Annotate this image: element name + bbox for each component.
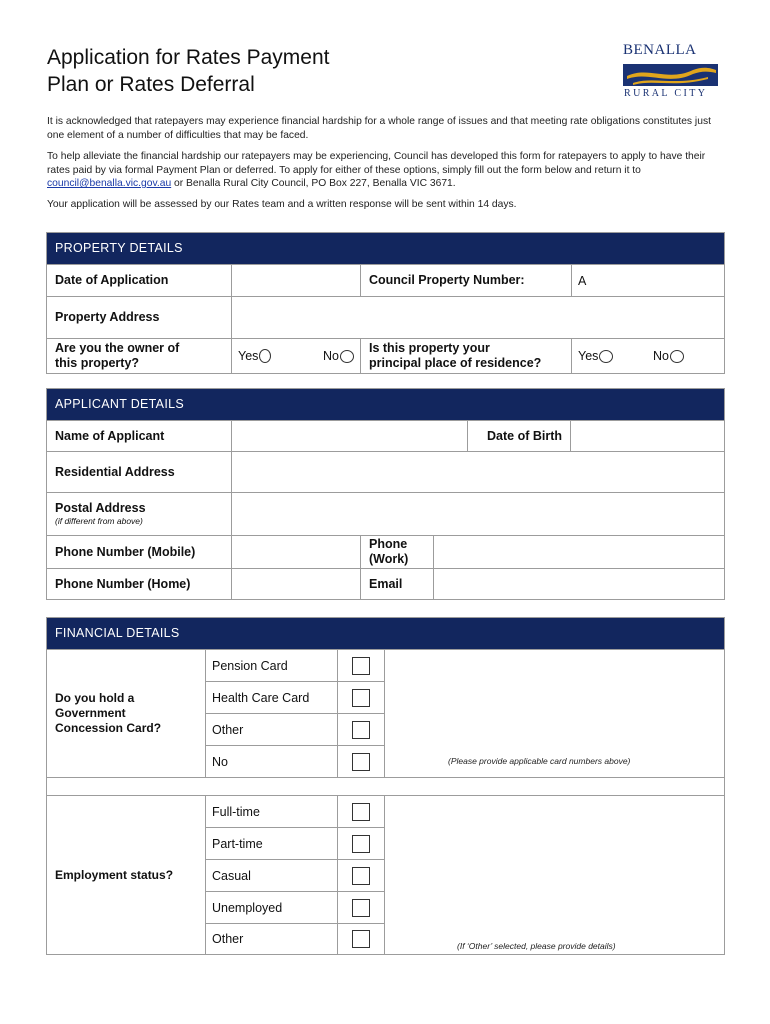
residential-address-row xyxy=(47,451,724,492)
intro-paragraph-3: Your application will be assessed by our Rates team and a written response will be sent within 14 days. xyxy=(47,199,517,210)
casual-label: Casual xyxy=(212,868,251,883)
applicant-details-header: APPLICANT DETAILS xyxy=(47,389,724,420)
employment-status-label: Employment status? xyxy=(55,867,174,882)
concession-option-health xyxy=(206,681,384,713)
date-of-application-label: Date of Application xyxy=(55,273,169,287)
owner-row xyxy=(47,338,724,373)
concession-option-pension xyxy=(206,650,384,681)
employment-block xyxy=(47,795,724,954)
intro-p2-text-a: To help alleviate the financial hardship our ratepayers may be experiencing, Council has developed this form for ratepayers to apply to have their rates paid by via formal Payment Plan or deferred. To apply for either of these options, simply fill out the form below and return it to xyxy=(47,151,706,176)
date-row xyxy=(47,264,724,296)
email-field[interactable] xyxy=(433,569,724,599)
other-card-label: Other xyxy=(212,722,244,737)
intro-p2-text-b: or Benalla Rural City Council, PO Box 227, Benalla VIC 3671. xyxy=(171,178,456,189)
residence-question-label xyxy=(360,339,571,373)
owner-question-line-2: this property? xyxy=(55,356,140,370)
concession-block xyxy=(47,649,724,777)
employment-option-parttime xyxy=(206,827,384,859)
owner-yes-label: Yes xyxy=(238,348,259,363)
residence-question-line-1: Is this property your xyxy=(369,341,490,355)
concession-question-line-3: Concession Card? xyxy=(55,721,162,735)
owner-question-label xyxy=(47,339,231,373)
property-details-header: PROPERTY DETAILS xyxy=(47,233,724,264)
owner-radio-group xyxy=(231,339,360,373)
work-phone-label xyxy=(360,536,433,568)
postal-address-label: Postal Address xyxy=(55,501,146,515)
property-address-label: Property Address xyxy=(55,310,160,324)
date-of-application-field[interactable] xyxy=(231,265,360,296)
casual-checkbox[interactable] xyxy=(352,867,370,885)
residential-address-field[interactable] xyxy=(231,452,724,492)
intro-paragraph-2 xyxy=(47,150,727,191)
owner-question-line-1: Are you the owner of xyxy=(55,341,180,355)
part-time-checkbox-cell xyxy=(337,828,384,859)
concession-question xyxy=(47,650,205,777)
unemployed-checkbox[interactable] xyxy=(352,899,370,917)
postal-address-label-cell xyxy=(47,493,231,535)
residential-address-label: Residential Address xyxy=(55,464,175,479)
owner-no-option[interactable] xyxy=(323,349,354,363)
other-employment-checkbox-cell xyxy=(337,924,384,954)
concession-option-no xyxy=(206,745,384,777)
residence-no-label: No xyxy=(653,348,669,363)
part-time-label: Part-time xyxy=(212,836,263,851)
employment-option-fulltime xyxy=(206,796,384,827)
home-phone-field[interactable] xyxy=(231,569,360,599)
residence-radio-group xyxy=(571,339,724,373)
owner-no-label: No xyxy=(323,348,339,363)
applicant-name-label: Name of Applicant xyxy=(55,428,165,443)
employment-option-other xyxy=(206,923,384,954)
other-card-checkbox-cell xyxy=(337,714,384,745)
health-care-card-label: Health Care Card xyxy=(212,690,310,705)
card-numbers-note: (Please provide applicable card numbers above) xyxy=(448,756,631,766)
intro-paragraph-1: It is acknowledged that ratepayers may experience financial hardship for a whole range of issues and that meeting rate obligations constitutes just one element of a number of difficulties that may be faced. xyxy=(47,116,711,141)
health-care-card-checkbox[interactable] xyxy=(352,689,370,707)
other-employment-label: Other xyxy=(212,932,244,946)
full-time-checkbox-cell xyxy=(337,796,384,827)
name-row xyxy=(47,420,724,451)
postal-address-row xyxy=(47,492,724,535)
mobile-phone-field[interactable] xyxy=(231,536,360,568)
work-phone-label-line-2: (Work) xyxy=(369,552,409,566)
financial-details-header: FINANCIAL DETAILS xyxy=(47,618,724,649)
full-time-checkbox[interactable] xyxy=(352,803,370,821)
council-property-number-label: Council Property Number: xyxy=(360,265,571,296)
no-card-checkbox[interactable] xyxy=(352,753,370,771)
work-phone-field[interactable] xyxy=(433,536,724,568)
other-card-checkbox[interactable] xyxy=(352,721,370,739)
owner-yes-option[interactable] xyxy=(238,349,271,364)
employment-option-unemployed xyxy=(206,891,384,923)
card-numbers-field[interactable] xyxy=(384,650,724,777)
no-card-checkbox-cell xyxy=(337,746,384,777)
concession-question-line-2: Government xyxy=(55,706,126,720)
date-of-birth-label: Date of Birth xyxy=(467,421,570,451)
title-line-2: Plan or Rates Deferral xyxy=(47,73,255,96)
employment-options xyxy=(205,796,384,954)
pension-card-checkbox[interactable] xyxy=(352,657,370,675)
no-card-label: No xyxy=(212,754,228,769)
property-address-field[interactable] xyxy=(231,297,724,338)
mobile-phone-label: Phone Number (Mobile) xyxy=(55,544,196,559)
logo-bottom-text: RURAL CITY xyxy=(624,88,708,99)
health-care-card-checkbox-cell xyxy=(337,682,384,713)
employment-details-note: (If ‘Other’ selected, please provide details) xyxy=(457,941,616,951)
logo-top-text: BENALLA xyxy=(623,42,697,58)
full-time-label: Full-time xyxy=(212,804,260,819)
concession-options xyxy=(205,650,384,777)
casual-checkbox-cell xyxy=(337,860,384,891)
financial-spacer-row xyxy=(47,777,724,795)
employment-option-casual xyxy=(206,859,384,891)
residence-yes-option[interactable] xyxy=(578,349,613,363)
pension-card-label: Pension Card xyxy=(212,658,288,673)
applicant-details-section xyxy=(46,388,725,600)
benalla-logo xyxy=(620,38,722,102)
postal-address-hint: (if different from above) xyxy=(55,516,143,526)
council-property-number-field[interactable]: A xyxy=(571,265,724,296)
email-label: Email xyxy=(360,569,433,599)
work-phone-label-line-1: Phone xyxy=(369,537,408,551)
page-title xyxy=(47,44,329,98)
concession-option-other xyxy=(206,713,384,745)
unemployed-checkbox-cell xyxy=(337,892,384,923)
home-phone-row xyxy=(47,568,724,599)
property-address-row xyxy=(47,296,724,338)
part-time-checkbox[interactable] xyxy=(352,835,370,853)
email-link[interactable]: council@benalla.vic.gov.au xyxy=(47,178,172,189)
postal-address-field[interactable] xyxy=(231,493,724,535)
home-phone-label: Phone Number (Home) xyxy=(55,576,191,591)
other-employment-checkbox[interactable] xyxy=(352,930,370,948)
property-details-section xyxy=(46,232,725,374)
residence-question-line-2: principal place of residence? xyxy=(369,356,542,370)
pension-card-checkbox-cell xyxy=(337,650,384,681)
financial-details-section xyxy=(46,617,725,955)
residence-no-radio[interactable] xyxy=(670,350,684,363)
date-of-birth-field[interactable] xyxy=(570,421,724,451)
owner-yes-radio[interactable] xyxy=(259,349,271,363)
phone-row xyxy=(47,535,724,568)
applicant-name-field[interactable] xyxy=(231,421,467,451)
employment-details-field[interactable] xyxy=(384,796,724,954)
concession-question-line-1: Do you hold a xyxy=(55,691,135,705)
title-line-1: Application for Rates Payment xyxy=(47,46,330,69)
residence-yes-label: Yes xyxy=(578,348,599,363)
unemployed-label: Unemployed xyxy=(212,900,283,915)
owner-no-radio[interactable] xyxy=(340,350,354,363)
residence-yes-radio[interactable] xyxy=(599,350,613,363)
residence-no-option[interactable] xyxy=(653,349,684,363)
